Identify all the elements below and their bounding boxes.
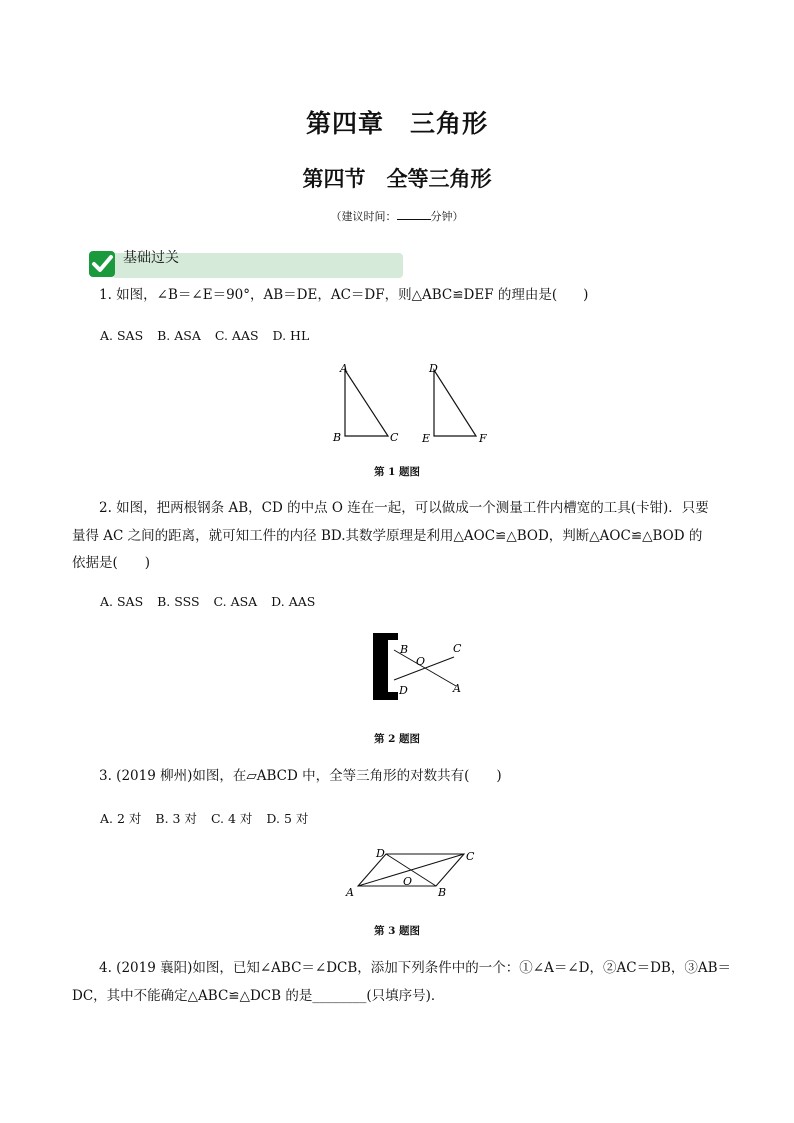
q2-label-c: C xyxy=(453,642,462,655)
q2-option-b: B. SSS xyxy=(157,594,200,609)
banner-label: 基础过关 xyxy=(123,250,179,266)
q3-caption: 第 3 题图 xyxy=(373,925,421,937)
q1-figure xyxy=(320,355,500,450)
q2-line-3: 依据是( ) xyxy=(72,555,151,571)
chapter-title: 第四章 三角形 xyxy=(305,109,488,138)
q1-option-d: D. HL xyxy=(272,328,310,343)
q1-label-e: E xyxy=(422,432,431,445)
q3-label-c: C xyxy=(466,850,475,863)
q1-option-c: C. AAS xyxy=(214,328,259,343)
q3-label-b: B xyxy=(438,886,447,899)
q3-option-d: D. 5 对 xyxy=(266,811,309,826)
section-title: 第四节 全等三角形 xyxy=(302,167,492,191)
q2-label-o: O xyxy=(416,655,426,668)
suggested-time xyxy=(0,208,794,224)
q1-label-a: A xyxy=(340,362,348,375)
suggested-time-prefix: （建议时间： xyxy=(330,210,397,223)
q3-option-a: A. 2 对 xyxy=(100,811,142,826)
time-blank xyxy=(397,209,431,220)
q2-label-a: A xyxy=(453,682,461,695)
q2-figure xyxy=(370,630,470,705)
q2-label-d: D xyxy=(399,684,408,697)
q1-stem-close: ) xyxy=(583,287,589,303)
q3-label-o: O xyxy=(403,875,413,888)
q1-label-f: F xyxy=(479,432,487,445)
q3-label-d: D xyxy=(376,847,385,860)
q1-caption: 第 1 题图 xyxy=(373,466,421,478)
q2-option-a: A. SAS xyxy=(100,594,144,609)
q1-stem xyxy=(99,285,588,305)
q2-option-d: D. AAS xyxy=(271,594,316,609)
q1-option-a: A. SAS xyxy=(100,328,144,343)
q1-label-d: D xyxy=(429,362,438,375)
suggested-time-suffix: 分钟） xyxy=(430,210,464,223)
q1-options xyxy=(100,328,319,343)
q2-caption: 第 2 题图 xyxy=(373,733,421,745)
q2-line-2: 量得 AC 之间的距离，就可知工件的内径 BD.其数学原理是利用△AOC≌△BOD，判断△AOC≌△BOD 的 xyxy=(72,528,703,544)
q3-option-b: B. 3 对 xyxy=(155,811,197,826)
q3-figure xyxy=(340,842,480,902)
q4-line-1: 4. (2019 襄阳)如图，已知∠ABC＝∠DCB，添加下列条件中的一个：①∠A＝∠D，②AC＝DB，③AB＝ xyxy=(99,960,731,976)
q4-line-2: DC，其中不能确定△ABC≌△DCB 的是________(只填序号)． xyxy=(72,988,445,1004)
q1-label-c: C xyxy=(390,431,399,444)
q2-options xyxy=(100,594,325,609)
workpiece-groove xyxy=(373,633,398,700)
triangle-def xyxy=(434,370,476,436)
q3-label-a: A xyxy=(346,886,354,899)
q2-label-b: B xyxy=(400,643,409,656)
q1-option-b: B. ASA xyxy=(157,328,201,343)
q3-options xyxy=(100,809,318,827)
q1-stem-text: 1. 如图，∠B＝∠E＝90°，AB＝DE，AC＝DF，则△ABC≌DEF 的理由是( xyxy=(99,287,558,303)
triangle-abc xyxy=(345,370,388,436)
q2-line-1: 2. 如图，把两根钢条 AB，CD 的中点 O 连在一起，可以做成一个测量工件内槽宽的工具(卡钳)．只要 xyxy=(99,500,709,516)
q3-option-c: C. 4 对 xyxy=(210,811,253,826)
q3-stem: 3. (2019 柳州)如图，在▱ABCD 中，全等三角形的对数共有( ) xyxy=(99,768,502,784)
q2-option-c: C. ASA xyxy=(213,594,258,609)
checkmark-icon xyxy=(88,250,116,278)
q1-label-b: B xyxy=(333,431,342,444)
